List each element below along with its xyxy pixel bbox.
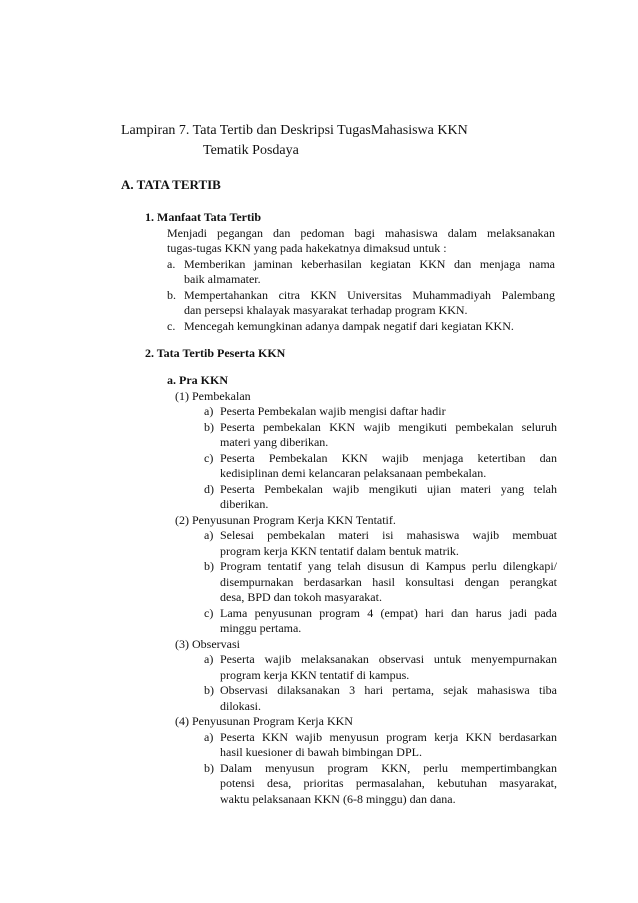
item-number: d) [204,481,214,496]
item-text: Observasi dilaksanakan 3 hari pertama, sejak mahasiswa tiba [220,683,557,697]
list-item [175,528,557,559]
list-item [175,606,557,637]
subsection-title: (2) Penyusunan Program Kerja KKN Tentatif. [175,512,396,527]
section-1-intro-line-2: tugas-tugas KKN yang pada hakekatnya dimaksud untuk : [167,241,447,255]
item-number: a) [204,652,214,666]
item-text: minggu pertama. [220,621,302,635]
item-text: diberikan. [220,497,269,511]
item-text: dan persepsi khalayak masyarakat terhadap program KKN. [184,303,468,317]
page-title [121,121,561,161]
item-text: materi yang diberikan. [220,435,329,449]
item-number: a. [167,256,176,271]
section-1-intro-line-1: Menjadi pegangan dan pedoman bagi mahasiswa dalam melaksanakan [167,225,555,240]
item-text: Peserta KKN wajib menyusun program kerja KKN berdasarkan [220,729,557,744]
item-text: Program tentatif yang telah disusun di Kampus perlu dilengkapi/ [220,559,557,573]
list-item [175,404,557,420]
item-number: b) [204,559,214,573]
item-number: c) [204,605,214,620]
item-text: kedisiplinan demi kelancaran pelaksanaan pembekalan. [220,466,487,480]
section-1-heading: 1. Manfaat Tata Tertib [145,210,262,224]
pra-kkn-heading: a. Pra KKN [167,373,228,387]
item-text: waktu pelaksanaan KKN (6-8 minggu) dan dana. [220,791,456,806]
section-1 [145,210,555,334]
list-item [175,451,557,482]
item-number: a) [204,528,214,542]
section-2-heading: 2. Tata Tertib Peserta KKN [145,346,286,360]
item-text: desa, BPD dan tokoh masyarakat. [220,590,382,604]
subsection-observasi [167,637,557,715]
section-a-heading: A. TATA TERTIB [121,177,221,192]
list-item [175,730,557,761]
item-text: Mempertahankan citra KKN Universitas Muhammadiyah Palembang [184,287,555,302]
title-line-1: Lampiran 7. Tata Tertib dan Deskripsi TugasMahasiswa KKN [121,123,468,138]
item-text: Memberikan jaminan keberhasilan kegiatan KKN dan menjaga nama [184,256,555,271]
item-number: c) [204,450,214,465]
subsection-title: (1) Pembekalan [175,388,251,403]
item-text: potensi desa, prioritas permasalahan, kebutuhan masyarakat, [220,776,557,790]
item-text: hasil kuesioner di bawah bimbingan DPL. [220,745,422,759]
item-text: Peserta Pembekalan KKN wajib menjaga ketertiban dan [220,450,557,465]
item-number: a) [204,404,214,418]
item-text: Lama penyusunan program 4 (empat) hari dan harus jadi pada [220,605,557,620]
subsection-pembekalan [167,389,557,513]
list-item [175,420,557,451]
subsection-title: (3) Observasi [175,636,240,651]
list-item [175,652,557,683]
item-text: Peserta Pembekalan wajib mengikuti ujian materi yang telah [220,481,557,496]
item-text: dilokasi. [220,698,261,713]
item-text: Peserta pembekalan KKN wajib mengikuti pembekalan seluruh [220,419,557,434]
list-item [145,319,555,335]
item-number: b) [204,419,214,434]
item-number: c. [167,318,176,333]
item-text: Dalam menyusun program KKN, perlu mempertimbangkan [220,760,557,775]
item-text: Mencegah kemungkinan adanya dampak negatif dari kegiatan KKN. [184,318,514,333]
item-text: Peserta wajib melaksanakan observasi untuk menyempurnakan [220,652,557,666]
subsection-title: (4) Penyusunan Program Kerja KKN [175,714,353,728]
item-text: Selesai pembekalan materi isi mahasiswa wajib membuat [220,528,557,542]
item-number: b) [204,760,214,775]
list-item [175,761,557,808]
subsection-penyusunan-program [167,714,557,807]
list-item [175,482,557,513]
item-text: program kerja KKN tentatif di kampus. [220,667,410,682]
item-number: a) [204,729,214,744]
list-item [145,288,555,319]
list-item [175,683,557,714]
list-item [145,257,555,288]
item-text: program kerja KKN tentatif dalam bentuk matrik. [220,543,459,558]
item-text: baik almamater. [184,272,261,286]
list-item [175,559,557,606]
item-text: disempurnakan berdasarkan hasil konsultasi dengan perangkat [220,574,557,589]
item-number: b) [204,683,214,697]
title-line-2: Tematik Posdaya [203,143,299,158]
section-2 [145,346,555,362]
pra-kkn [167,373,557,807]
subsection-program-tentatif [167,513,557,637]
item-number: b. [167,287,176,302]
item-text: Peserta Pembekalan wajib mengisi daftar hadir [220,404,446,418]
